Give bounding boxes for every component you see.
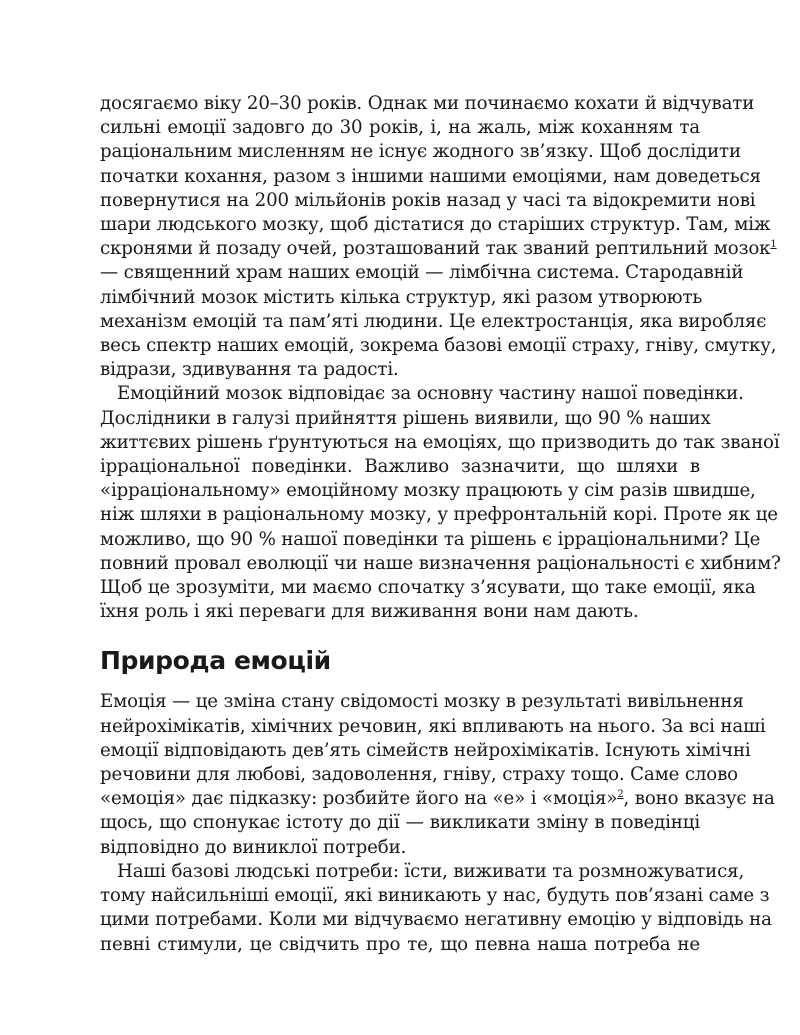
text-line: нейрохімікатів, хімічних речовин, які впливають на нього. За всі наші — [100, 715, 766, 737]
text-line: — священний храм наших емоцій — лімбічна система. Стародавній — [100, 262, 744, 284]
text-line: лімбічний мозок містить кілька структур, які разом утворюють — [100, 286, 703, 308]
page-body — [100, 92, 781, 957]
text-line: раціональним мисленням не існує жодного зв’язку. Щоб дослідити — [100, 141, 741, 163]
text-line: певні стимули, це свідчить про те, що певна наша потреба не — [100, 933, 700, 955]
text-line: життєвих рішень ґрунтуються на емоціях, що призводить до так званої — [100, 431, 780, 453]
text-line: повернутися на 200 мільйонів років назад у часі та відокремити нові — [100, 189, 756, 211]
text-line: відповідно до виниклої потреби. — [100, 836, 407, 858]
text-line: Дослідники в галузі прийняття рішень виявили, що 90 % наших — [100, 407, 711, 429]
text-line: початки кохання, разом з іншими нашими емоціями, нам доведеться — [100, 165, 761, 187]
text-line: тому найсильніші емоції, які виникають у нас, будуть пов’язані саме з — [100, 885, 770, 907]
text-line: Щоб це зрозуміти, ми маємо спочатку з’ясувати, що таке емоції, яка — [100, 577, 756, 599]
text-line-part: скронями й позаду очей, розташований так званий рептильний мозок — [100, 238, 771, 260]
text-line: Емоційний мозок відповідає за основну частину нашої поведінки. — [117, 383, 744, 405]
text-line: весь спектр наших емоцій, зокрема базові емоції страху, гніву, смутку, — [100, 335, 777, 357]
text-line: «ірраціональному» емоційному мозку працюють у сім разів швидше, — [100, 480, 756, 502]
section-heading: Природа емоцій — [100, 646, 331, 676]
text-line-part: , воно вказує на — [623, 788, 775, 810]
paragraph-basic-needs — [100, 860, 772, 957]
text-line: речовини для любові, задоволення, гніву, страху тощо. Саме слово — [100, 764, 738, 786]
text-line: щось, що спонукає істоту до дії — викликати зміну в поведінці — [100, 812, 700, 834]
text-line: повний провал еволюції чи наше визначення раціональності є хибним? — [100, 552, 781, 574]
paragraph-emotion-definition — [100, 690, 775, 859]
text-line — [100, 787, 775, 811]
text-line: досягаємо віку 20–30 років. Однак ми починаємо кохати й відчувати — [100, 93, 755, 114]
text-line: емоції відповідають дев’ять сімейств нейрохімікатів. Існують хімічні — [100, 739, 751, 761]
text-line: Наші базові людські потреби: їсти, виживати та розмножуватися, — [117, 860, 745, 882]
text-line: ніж шляхи в раціональному мозку, у префронтальній корі. Проте як це — [100, 504, 778, 526]
text-line: Емоція — це зміна стану свідомості мозку в результаті вивільнення — [100, 691, 744, 713]
text-line: ірраціональної поведінки. Важливо зазначити, що шляхи в — [100, 456, 700, 478]
footnote-ref-2[interactable]: 2 — [617, 789, 624, 801]
text-line: механізм емоцій та пам’яті людини. Це електростанція, яка виробляє — [100, 310, 767, 332]
text-line: відрази, здивування та радості. — [100, 359, 399, 381]
paragraph-limbic-system — [100, 92, 777, 382]
text-line-part: «емоція» дає підказку: розбийте його на «е» і «моція» — [100, 788, 618, 810]
paragraph-emotional-brain — [100, 382, 781, 624]
text-line: цими потребами. Коли ми відчуваємо негативну емоцію у відповідь на — [100, 909, 772, 931]
footnote-ref-1[interactable]: 1 — [770, 239, 777, 251]
text-line: сильні емоції задовго до 30 років, і, на жаль, між коханням та — [100, 117, 700, 139]
text-line — [100, 237, 777, 261]
text-line: можливо, що 90 % нашої поведінки та рішень є ірраціональними? Це — [100, 528, 761, 550]
text-line: їхня роль і які переваги для виживання вони нам дають. — [100, 601, 639, 623]
text-line: шари людського мозку, щоб дістатися до старіших структур. Там, між — [100, 214, 771, 236]
